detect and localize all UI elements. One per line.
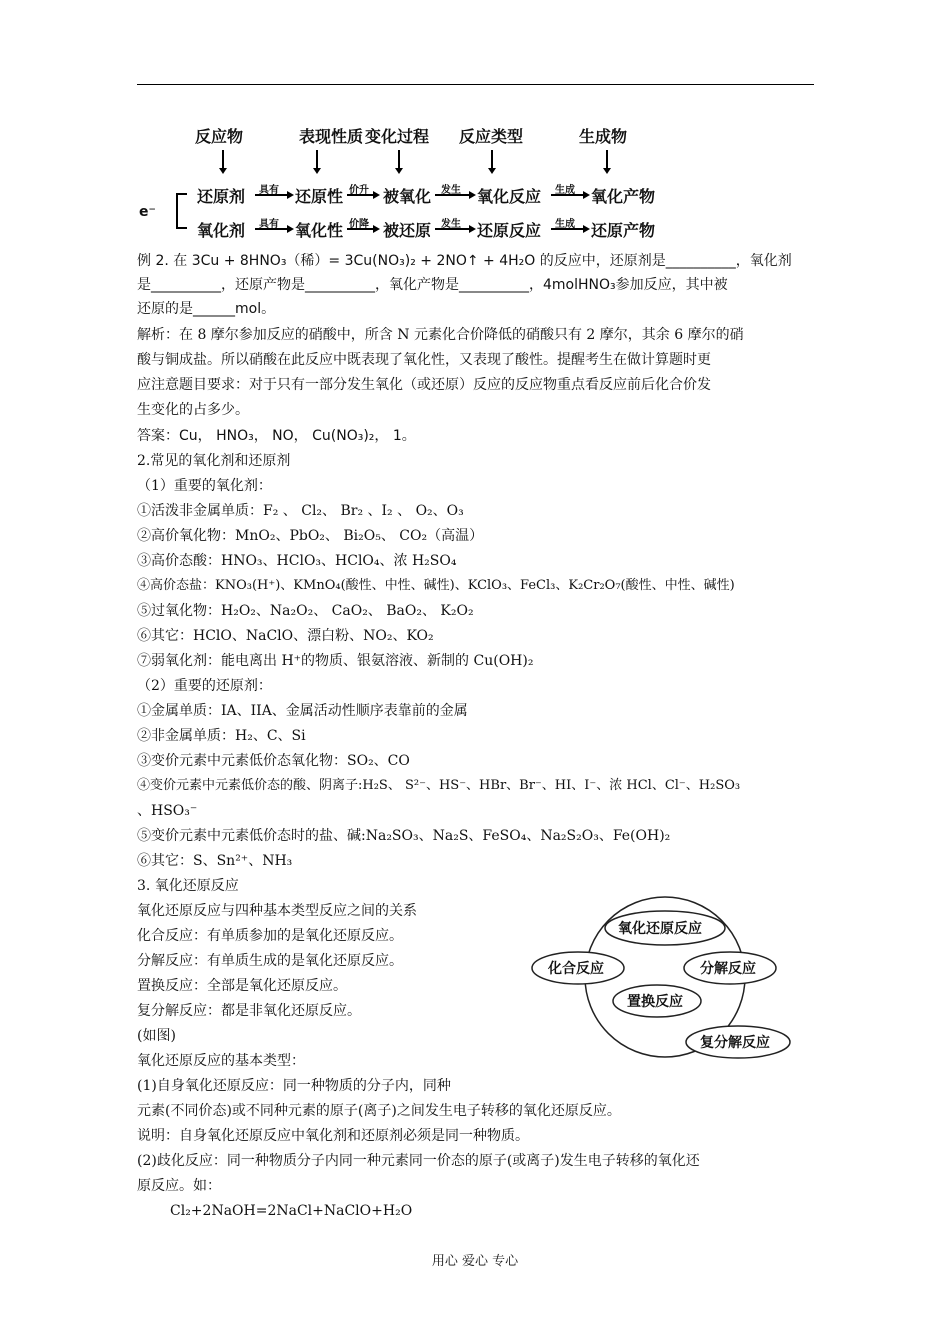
venn-decomposition: 分解反应 <box>700 961 756 977</box>
oxidant-item-2: ②高价氧化物：MnO₂、PbO₂、 Bi₂O₅、 CO₂（高温） <box>137 528 484 544</box>
analysis-line-1: 解析：在 8 摩尔参加反应的硝酸中，所含 N 元素化合价降低的硝酸只有 2 摩尔，其余 6 摩尔的硝 <box>137 327 744 343</box>
reducing-agent: 还原剂 <box>197 187 246 206</box>
reductant-item-4: ④变价元素中元素低价态的酸、阴离子:H₂S、 S²⁻、HS⁻、HBr、Br⁻、HI、I⁻、浓 HCl、Cl⁻、H₂SO₃ <box>137 778 741 793</box>
self-redox-note: 说明：自身氧化还原反应中氧化剂和还原剂必须是同一种物质。 <box>137 1128 529 1144</box>
arrow-label-valence-up: 价升 <box>349 185 369 196</box>
oxidant-item-3: ③高价态酸：HNO₃、HClO₃、HClO₄、浓 H₂SO₄ <box>137 553 457 569</box>
arrow-label-occurs: 发生 <box>441 185 461 196</box>
arrow-label-has: 具有 <box>259 185 279 196</box>
basic-types-heading: 氧化还原反应的基本类型： <box>137 1053 305 1069</box>
oxidation-product: 氧化产物 <box>591 187 656 206</box>
reductant-item-5: ⑤变价元素中元素低价态时的盐、碱:Na₂SO₃、Na₂S、FeSO₄、Na₂S₂O₃、Fe(OH)₂ <box>137 828 671 844</box>
header-product: 生成物 <box>579 127 628 146</box>
oxidant-item-7: ⑦弱氧化剂：能电离出 H⁺的物质、银氨溶液、新制的 Cu(OH)₂ <box>137 653 534 669</box>
example-line-3: 还原的是______mol。 <box>137 301 276 317</box>
header-reactant: 反应物 <box>195 127 244 146</box>
arrow-label-produces-2: 生成 <box>555 219 575 230</box>
venn-redox: 氧化还原反应 <box>618 921 702 937</box>
header-process: 变化过程 <box>365 127 430 146</box>
disproportionation-line-2: 原反应。如： <box>137 1178 221 1194</box>
header-property: 表现性质 <box>299 127 364 146</box>
page-footer: 用心 爱心 专心 <box>431 1254 519 1269</box>
self-redox-line-2: 元素(不同价态)或不同种元素的原子(离子)之间发生电子转移的氧化还原反应。 <box>137 1103 621 1119</box>
oxidant-item-6: ⑥其它：HClO、NaClO、漂白粉、NO₂、KO₂ <box>137 628 434 644</box>
header-reaction-type: 反应类型 <box>459 127 524 146</box>
relation-heading: 氧化还原反应与四种基本类型反应之间的关系 <box>137 903 417 919</box>
venn-double-displacement: 复分解反应 <box>700 1035 770 1051</box>
example-line-2: 是__________，还原产物是__________，氧化产物是__________，4molHNO₃参加反应，其中被 <box>137 277 728 293</box>
analysis-line-3: 应注意题目要求：对于只有一部分发生氧化（或还原）反应的反应物重点看反应前后化合价发 <box>137 377 711 393</box>
reducibility: 还原性 <box>295 187 344 206</box>
oxidizability: 氧化性 <box>295 221 344 240</box>
arrow-label-valence-down: 价降 <box>349 219 369 230</box>
reductant-item-3: ③变价元素中元素低价态氧化物：SO₂、CO <box>137 753 410 769</box>
reduction-reaction: 还原反应 <box>477 221 542 240</box>
reduction-product: 还原产物 <box>591 221 656 240</box>
reductant-item-4-cont: 、HSO₃⁻ <box>137 803 198 819</box>
subheading-oxidants: （1）重要的氧化剂： <box>137 478 272 494</box>
oxidized: 被氧化 <box>383 187 432 206</box>
oxidizing-agent: 氧化剂 <box>197 221 246 240</box>
reaction-venn-diagram <box>520 882 800 1074</box>
example-line-1: 例 2. 在 3Cu + 8HNO₃（稀）= 3Cu(NO₃)₂ + 2NO↑ + 4H₂O 的反应中，还原剂是__________，氧化剂 <box>137 253 792 269</box>
relation-decomposition: 分解反应：有单质生成的是氧化还原反应。 <box>137 953 403 969</box>
relation-double-displacement: 复分解反应：都是非氧化还原反应。 <box>137 1003 361 1019</box>
venn-combination: 化合反应 <box>548 961 604 977</box>
header-rule <box>137 84 814 85</box>
relation-displacement: 置换反应：全部是氧化还原反应。 <box>137 978 347 994</box>
oxidation-reaction: 氧化反应 <box>477 187 542 206</box>
subheading-reductants: （2）重要的还原剂： <box>137 678 272 694</box>
disproportionation-line-1: (2)歧化反应：同一种物质分子内同一种元素同一价态的原子(或离子)发生电子转移的氧化还 <box>137 1153 700 1169</box>
arrow-label-produces: 生成 <box>555 185 575 196</box>
redox-flow-diagram <box>137 118 677 250</box>
reduced: 被还原 <box>383 221 432 240</box>
arrow-label-has-2: 具有 <box>259 219 279 230</box>
electron-label: e⁻ <box>139 204 156 220</box>
oxidant-item-1: ①活泼非金属单质：F₂ 、 Cl₂、 Br₂ 、I₂ 、 O₂、O₃ <box>137 503 464 519</box>
analysis-line-4: 生变化的占多少。 <box>137 402 249 418</box>
oxidant-item-4: ④高价态盐：KNO₃(H⁺)、KMnO₄(酸性、中性、碱性)、KClO₃、FeCl₃、K₂Cr₂O₇(酸性、中性、碱性) <box>137 578 735 593</box>
self-redox-line-1: (1)自身氧化还原反应：同一种物质的分子内，同种 <box>137 1078 451 1094</box>
equation: Cl₂+2NaOH=2NaCl+NaClO+H₂O <box>170 1203 413 1219</box>
arrow-label-occurs-2: 发生 <box>441 219 461 230</box>
see-figure: (如图) <box>137 1028 176 1044</box>
reductant-item-6: ⑥其它：S、Sn²⁺、NH₃ <box>137 853 293 869</box>
reductant-item-1: ①金属单质：IA、IIA、金属活动性顺序表靠前的金属 <box>137 703 468 719</box>
oxidant-item-5: ⑤过氧化物：H₂O₂、Na₂O₂、 CaO₂、 BaO₂、 K₂O₂ <box>137 603 474 619</box>
section-heading-2: 2.常见的氧化剂和还原剂 <box>137 453 291 469</box>
relation-combination: 化合反应：有单质参加的是氧化还原反应。 <box>137 928 403 944</box>
answer-line: 答案：Cu， HNO₃， NO， Cu(NO₃)₂， 1。 <box>137 428 416 444</box>
venn-displacement: 置换反应 <box>627 994 683 1010</box>
section-heading-3: 3. 氧化还原反应 <box>137 878 239 894</box>
reductant-item-2: ②非金属单质：H₂、C、Si <box>137 728 306 744</box>
analysis-line-2: 酸与铜成盐。所以硝酸在此反应中既表现了氧化性，又表现了酸性。提醒考生在做计算题时更 <box>137 352 711 368</box>
